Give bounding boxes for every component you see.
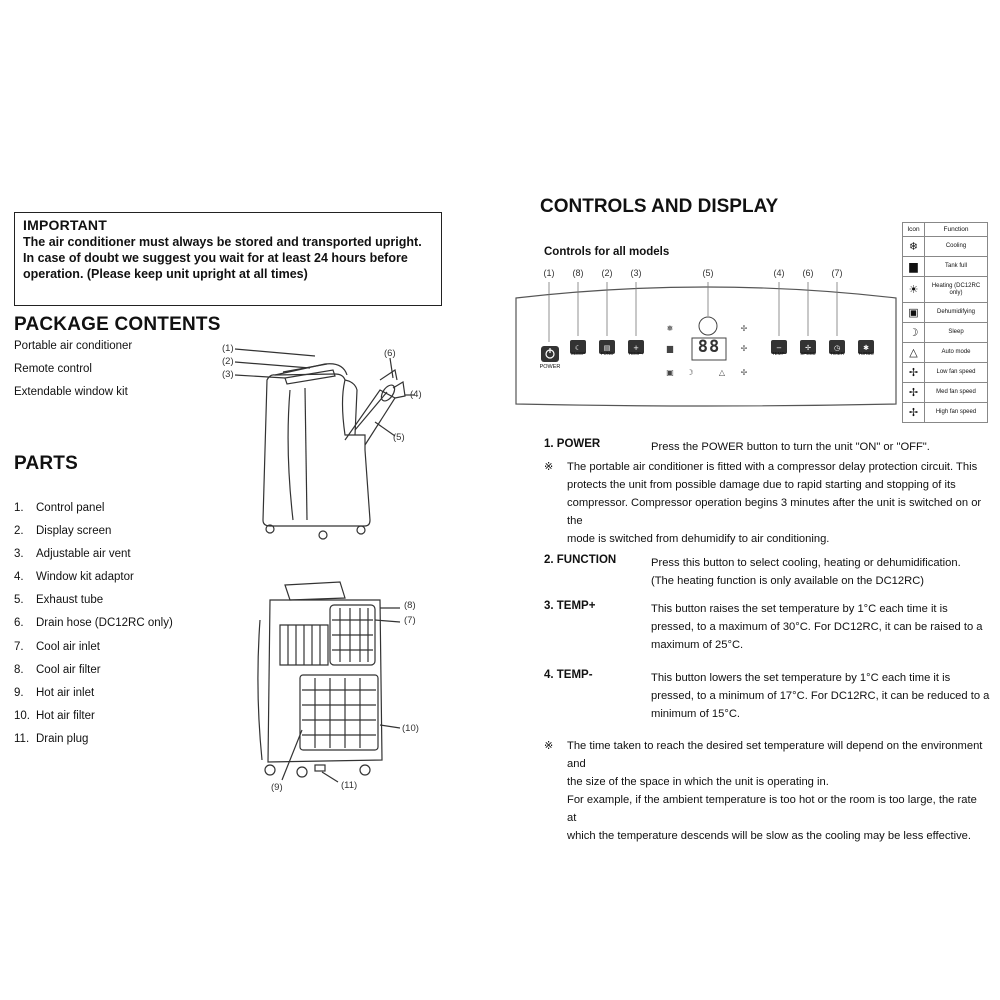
sun-icon: ☀ bbox=[903, 277, 925, 303]
list-item: 9. Hot air inlet bbox=[14, 686, 95, 699]
important-title: IMPORTANT bbox=[23, 217, 107, 233]
power-description: Press the POWER button to turn the unit "ON" or "OFF". bbox=[651, 441, 930, 453]
temperature-note: The time taken to reach the desired set temperature will depend on the environment and the size of the space in which the unit is operating in. For example, if the ambient temperature is too hot or the room is too large, the rate at which the temperature descends will be slow as the cooling may be less effective. bbox=[567, 740, 983, 842]
controls-subheading: Controls for all models bbox=[544, 246, 670, 258]
callout-8: (8) bbox=[404, 600, 416, 611]
table-row: ✢ High fan speed bbox=[903, 403, 988, 423]
temp-minus-description-heading: 4. TEMP- bbox=[544, 669, 593, 681]
table-row: ✢ Med fan speed bbox=[903, 383, 988, 403]
air-conditioner-rear-illustration bbox=[240, 580, 440, 795]
table-row: ▆ Tank full bbox=[903, 257, 988, 277]
sleep-button-label: SLEEP bbox=[570, 351, 586, 356]
callout-7: (7) bbox=[404, 615, 416, 626]
list-item: 4. Window kit adaptor bbox=[14, 571, 134, 584]
note-mark: ※ bbox=[544, 740, 554, 752]
control-number-6: (6) bbox=[802, 268, 814, 278]
list-item: 7. Cool air inlet bbox=[14, 640, 100, 653]
parts-list bbox=[14, 500, 173, 754]
svg-text:+: + bbox=[633, 344, 639, 352]
list-item: 1. Control panel bbox=[14, 502, 105, 514]
display-screen: 88 bbox=[697, 337, 721, 357]
function-column-header: Function bbox=[925, 223, 988, 237]
fan-high-icon: ✢ bbox=[903, 403, 925, 423]
triangle-icon: △ bbox=[903, 343, 925, 363]
table-row: ✢ Low fan speed bbox=[903, 363, 988, 383]
control-number-7: (7) bbox=[831, 268, 843, 278]
table-row: ❄ Cooling bbox=[903, 237, 988, 257]
control-number-2: (2) bbox=[601, 268, 613, 278]
svg-text:☾: ☾ bbox=[574, 344, 582, 352]
temp-plus-description-heading: 3. TEMP+ bbox=[544, 600, 596, 612]
fan-low-icon: ✢ bbox=[903, 363, 925, 383]
timer-button-label: TIMER bbox=[830, 351, 844, 356]
list-item: 6. Drain hose (DC12RC only) bbox=[14, 617, 173, 630]
icon-function-table bbox=[902, 222, 988, 423]
note-mark: ※ bbox=[544, 461, 554, 473]
svg-text:▆: ▆ bbox=[666, 344, 674, 353]
list-item: 10. Hot air filter bbox=[14, 709, 95, 722]
speed-button-label: SPEED bbox=[800, 351, 816, 356]
svg-text:✢: ✢ bbox=[740, 344, 748, 353]
func-button-label: FUNC bbox=[600, 351, 614, 356]
function-description: Press this button to select cooling, heating or dehumidification. (The heating function is only available on the DC12RC) bbox=[651, 557, 961, 587]
parts-heading: PARTS bbox=[14, 453, 78, 474]
important-text: The air conditioner must always be stored and transported upright. In case of doubt we suggest you wait for at least 24 hours before operation. (Please keep unit upright at all times) bbox=[23, 235, 422, 281]
svg-text:▤: ▤ bbox=[603, 344, 611, 352]
svg-text:✢: ✢ bbox=[740, 368, 748, 377]
function-description-heading: 2. FUNCTION bbox=[544, 554, 617, 566]
temp-minus-button-label: TEMP- bbox=[772, 351, 786, 356]
callout-11: (11) bbox=[341, 780, 358, 791]
control-number-5: (5) bbox=[702, 268, 714, 278]
temp-plus-description: This button raises the set temperature by 1°C each time it is pressed, to a maximum of 30°C. For DC12RC, it can be raised to a maximum of 25°C. bbox=[651, 603, 983, 651]
list-item: 11. Drain plug bbox=[14, 732, 89, 745]
callout-5: (5) bbox=[393, 432, 405, 443]
list-item: 5. Exhaust tube bbox=[14, 594, 104, 607]
svg-text:☽: ☽ bbox=[686, 368, 694, 377]
tank-icon: ▆ bbox=[903, 257, 925, 277]
table-row: △ Auto mode bbox=[903, 343, 988, 363]
svg-text:✢: ✢ bbox=[740, 324, 748, 333]
dehumidify-icon: ▣ bbox=[903, 303, 925, 323]
svg-text:✢: ✢ bbox=[805, 344, 811, 352]
turbo-button-label: TURBO bbox=[858, 351, 874, 356]
callout-4: (4) bbox=[410, 389, 422, 400]
svg-text:△: △ bbox=[718, 368, 726, 377]
callout-2: (2) bbox=[222, 356, 234, 367]
svg-text:▣: ▣ bbox=[666, 368, 674, 377]
svg-text:✱: ✱ bbox=[863, 344, 869, 352]
control-number-8: (8) bbox=[572, 268, 584, 278]
table-row: ▣ Dehumidifying bbox=[903, 303, 988, 323]
callout-6: (6) bbox=[384, 348, 396, 359]
snowflake-icon: ❄ bbox=[903, 237, 925, 257]
controls-heading: CONTROLS AND DISPLAY bbox=[540, 196, 779, 217]
callout-10: (10) bbox=[402, 723, 419, 734]
list-item: 8. Cool air filter bbox=[14, 663, 101, 676]
icon-column-header: Icon bbox=[903, 223, 925, 237]
package-contents-heading: PACKAGE CONTENTS bbox=[14, 314, 221, 335]
power-description-heading: 1. POWER bbox=[544, 438, 601, 450]
table-row: ☀ Heating (DC12RC only) bbox=[903, 277, 988, 303]
temp-plus-button-label: TEMP+ bbox=[628, 351, 644, 356]
fan-med-icon: ✢ bbox=[903, 383, 925, 403]
package-item: Remote control bbox=[14, 363, 92, 375]
package-item: Extendable window kit bbox=[14, 386, 128, 398]
callout-9: (9) bbox=[271, 782, 283, 793]
important-notice bbox=[14, 212, 442, 306]
control-number-3: (3) bbox=[630, 268, 642, 278]
control-number-4: (4) bbox=[773, 268, 785, 278]
table-row: ☽ Sleep bbox=[903, 323, 988, 343]
power-button-label: POWER bbox=[539, 364, 561, 370]
svg-text:−: − bbox=[776, 344, 782, 352]
temp-minus-description: This button lowers the set temperature by 1°C each time it is pressed, to a minimum of 17°C. For DC12RC, it can be reduced to a minimum of 15°C. bbox=[651, 672, 990, 720]
package-item: Portable air conditioner bbox=[14, 340, 133, 352]
list-item: 2. Display screen bbox=[14, 525, 112, 538]
moon-icon: ☽ bbox=[903, 323, 925, 343]
svg-text:◷: ◷ bbox=[833, 344, 841, 352]
compressor-note: The portable air conditioner is fitted with a compressor delay protection circuit. This protects the unit from possible damage due to rapid starting and stopping of its compressor. Compressor operation begins 3 minutes after the unit is switched on or the mode is switched from dehumidify to air conditioning. bbox=[567, 461, 982, 545]
control-number-1: (1) bbox=[543, 268, 555, 278]
list-item: 3. Adjustable air vent bbox=[14, 548, 131, 561]
callout-1: (1) bbox=[222, 343, 234, 354]
svg-text:❅: ❅ bbox=[666, 324, 674, 333]
callout-3: (3) bbox=[222, 369, 234, 380]
air-conditioner-front-illustration bbox=[215, 340, 430, 550]
